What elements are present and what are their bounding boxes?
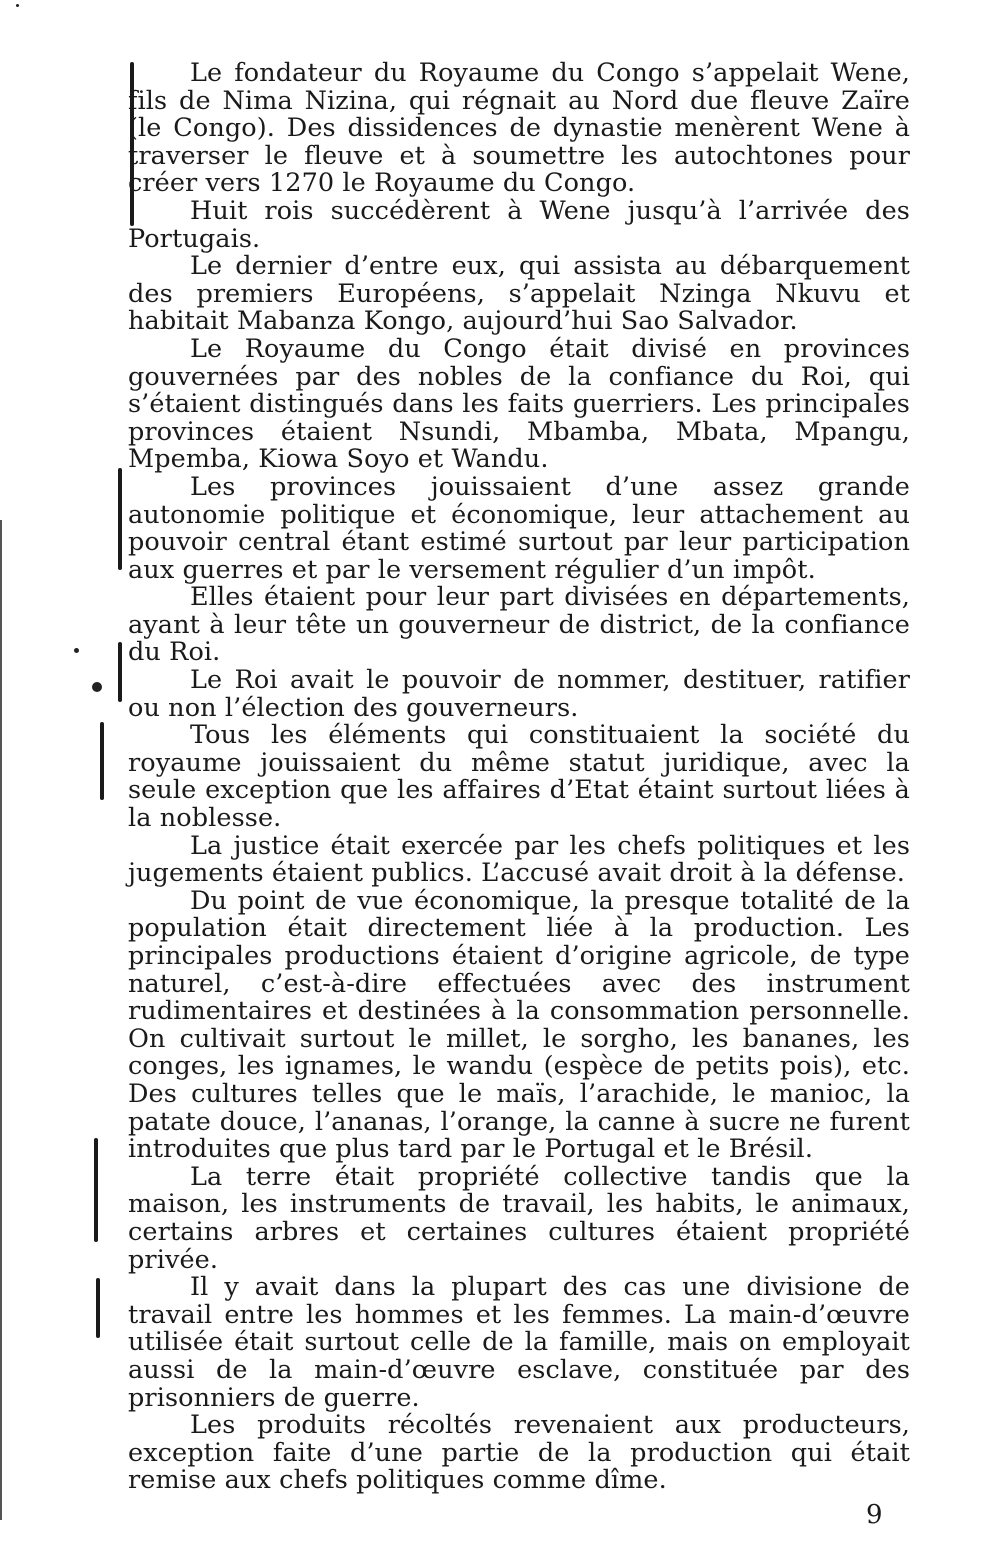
scan-edge-line xyxy=(0,520,2,1520)
margin-bracket-mark xyxy=(94,1138,98,1242)
margin-bracket-mark xyxy=(100,722,104,800)
paragraph: Le Roi avait le pouvoir de nommer, destituer, ratifier ou non l’élection des gouverneurs. xyxy=(128,665,910,723)
paragraph: Tous les éléments qui constituaient la société du royaume jouissaient du même statut juridique, avec la seule exception que les affaires d’Etat étaint surtout liées à la noblesse. xyxy=(128,720,910,834)
scan-speck xyxy=(74,648,79,653)
paragraph: La terre était propriété collective tandis que la maison, les instruments de travail, les habits, le animaux, certains arbres et certaines cultures étaient propriété privée. xyxy=(128,1161,910,1275)
body-text xyxy=(128,60,910,1495)
paragraph: Les produits récoltés revenaient aux producteurs, exception faite d’une partie de la production qui était remise aux chefs politiques comme dîme. xyxy=(128,1410,910,1496)
margin-bracket-mark xyxy=(96,1278,100,1338)
paragraph: Les provinces jouissaient d’une assez grande autonomie politique et économique, leur attachement au pouvoir central étant estimé surtout par leur participation aux guerres et par le versement régulier d’un impôt. xyxy=(128,471,910,585)
paragraph: Le dernier d’entre eux, qui assista au débarquement des premiers Européens, s’appelait Nzinga Nkuvu et habitait Mabanza Kongo, aujourd’hui Sao Salvador. xyxy=(128,251,910,337)
paragraph: Elles étaient pour leur part divisées en départements, ayant à leur tête un gouverneur de district, de la confiance du Roi. xyxy=(128,582,910,668)
margin-bracket-mark xyxy=(118,468,122,570)
scan-speck xyxy=(16,4,19,7)
paragraph: La justice était exercée par les chefs politiques et les jugements étaient publics. L’accusé avait droit à la défense. xyxy=(128,830,910,889)
paragraph: Du point de vue économique, la presque totalité de la population était directement liée à la production. Les principales productions étaient d’origine agricole, de type naturel, c’est-à-dire effectuées avec des instrument rudimentaires et destinées à la consommation personnelle. On cultivait surtout le millet, le sorgho, les bananes, les conges, les ignames, le wandu (espèce de petits pois), etc. Des cultures telles que le maïs, l’arachide, le manioc, la patate douce, l’ananas, l’orange, la canne à sucre ne furent introduites que plus tard par le Portugal et le Brésil. xyxy=(128,885,910,1165)
paragraph: Le fondateur du Royaume du Congo s’appelait Wene, fils de Nima Nizina, qui régnait au Nord due fleuve Zaïre (le Congo). Des dissidences de dynastie menèrent Wene à traverser le fleuve et à soumettre les autochtones pour créer vers 1270 le Royaume du Congo. xyxy=(128,58,910,199)
scan-speck xyxy=(92,682,102,692)
margin-bracket-mark xyxy=(118,642,122,702)
page-number: 9 xyxy=(866,1500,883,1530)
paragraph: Le Royaume du Congo était divisé en provinces gouvernées par des nobles de la confiance du Roi, qui s’étaient distingués dans les faits guerriers. Les principales provinces étaient Nsundi, Mbamba, Mbata, Mpangu, Mpemba, Kiowa Soyo et Wandu. xyxy=(128,333,910,475)
paragraph: Huit rois succédèrent à Wene jusqu’à l’arrivée des Portugais. xyxy=(128,195,910,254)
paragraph: Il y avait dans la plupart des cas une divisione de travail entre les hommes et les femmes. La main-d’œuvre utilisée était surtout celle de la famille, mais on employait aussi de la main-d’œuvre esclave, constituée par des prisonniers de guerre. xyxy=(128,1272,910,1413)
